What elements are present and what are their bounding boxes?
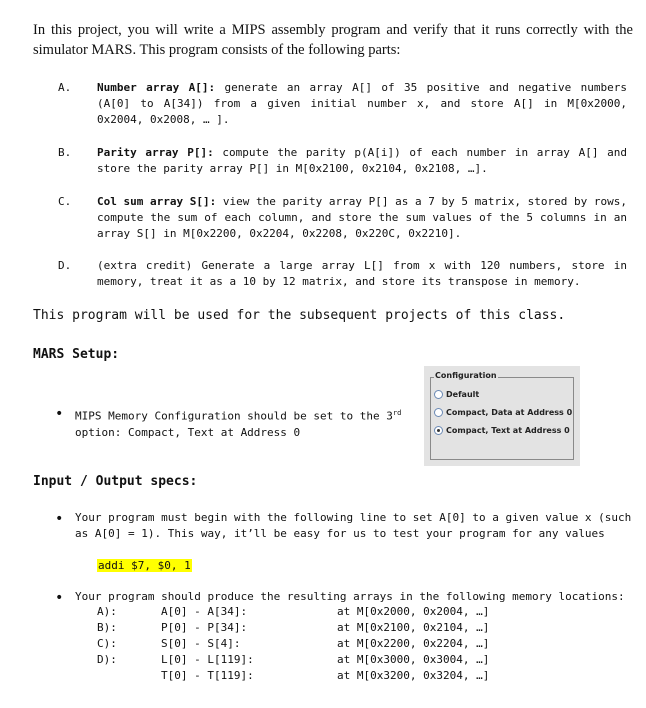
part-text: (extra credit) Generate a large array L[] from x with 120 numbers, store in memory, treat it as a 10 by 12 matrix, and store its transpose in memory. (97, 259, 627, 288)
row-label: B): (97, 621, 117, 634)
superscript: rd (392, 409, 402, 417)
code-line (97, 558, 192, 574)
part-a (97, 80, 627, 128)
radio-icon[interactable] (434, 390, 443, 399)
row-range: S[0] - S[4]: (161, 637, 241, 650)
row-range: A[0] - A[34]: (161, 605, 248, 618)
part-text: compute the parity p(A[i]) of each number in array A[] and store the parity array P[] in M[0x2100, 0x2104, 0x2108, …]. (97, 146, 627, 175)
row-range: L[0] - L[119]: (161, 653, 254, 666)
part-b (97, 145, 627, 177)
part-d (97, 258, 627, 290)
bullet-text: Your program must begin with the following line to set A[0] to a given value x (such (75, 511, 632, 524)
subsequent-note: This program will be used for the subsequent projects of this class. (33, 308, 566, 323)
part-title: Col sum array S[]: (97, 195, 217, 208)
config-option-compact-text[interactable] (434, 426, 570, 435)
part-title: Parity array P[]: (97, 146, 214, 159)
radio-selected-icon[interactable] (434, 426, 443, 435)
part-letter: C. (58, 195, 72, 208)
io-heading: Input / Output specs: (33, 474, 198, 489)
bullet-icon: • (55, 406, 64, 422)
configuration-title: Configuration (435, 371, 497, 380)
row-label: C): (97, 637, 117, 650)
row-range: P[0] - P[34]: (161, 621, 248, 634)
option-label: Compact, Data at Address 0 (446, 408, 573, 417)
configuration-panel (424, 366, 580, 466)
part-letter: D. (58, 259, 72, 272)
row-location: at M[0x3200, 0x3204, …] (337, 669, 490, 682)
part-text: generate an array A[] of 35 positive and negative numbers (A[0] to A[34]) from a given initial number x, and store A[] in M[0x2000, 0x2004, 0x2008, … ]. (97, 81, 627, 126)
option-label: Compact, Text at Address 0 (446, 426, 570, 435)
row-range: T[0] - T[119]: (161, 669, 254, 682)
option-label: Default (446, 390, 480, 399)
row-location: at M[0x2200, 0x2204, …] (337, 637, 490, 650)
part-c (97, 194, 627, 242)
part-text: view the parity array P[] as a 7 by 5 matrix, stored by rows, compute the sum of each column, and store the sum values of the 5 columns in an array S[] in M[0x2200, 0x2204, 0x2208, 0x220C, 0x2210]. (97, 195, 627, 240)
row-location: at M[0x2100, 0x2104, …] (337, 621, 490, 634)
io-bullet-2: Your program should produce the resulting arrays in the following memory locations: (75, 590, 625, 603)
highlighted-code: addi $7, $0, 1 (98, 559, 191, 572)
part-title: Number array A[]: (97, 81, 216, 94)
config-option-compact-data[interactable] (434, 408, 572, 417)
intro-paragraph: In this project, you will write a MIPS assembly program and verify that it runs correctly with the simulator MARS. This program consists of the following parts: (33, 22, 633, 58)
bullet-text-line2: as A[0] = 1). This way, it’ll be easy for us to test your program for any values (75, 527, 605, 540)
mars-setup-bullet (75, 405, 415, 441)
row-location: at M[0x3000, 0x3004, …] (337, 653, 490, 666)
config-option-default[interactable] (434, 390, 479, 399)
bullet-text: MIPS Memory Configuration should be set to the 3 (75, 409, 393, 423)
radio-icon[interactable] (434, 408, 443, 417)
row-label: D): (97, 653, 117, 666)
bullet-icon: • (55, 511, 64, 527)
part-letter: B. (58, 146, 72, 159)
io-bullet-1 (75, 510, 635, 542)
row-label: A): (97, 605, 117, 618)
row-location: at M[0x2000, 0x2004, …] (337, 605, 490, 618)
part-letter: A. (58, 81, 72, 94)
bullet-text-line2: option: Compact, Text at Address 0 (75, 425, 301, 439)
bullet-icon: • (55, 590, 64, 606)
mars-setup-heading: MARS Setup: (33, 347, 120, 362)
